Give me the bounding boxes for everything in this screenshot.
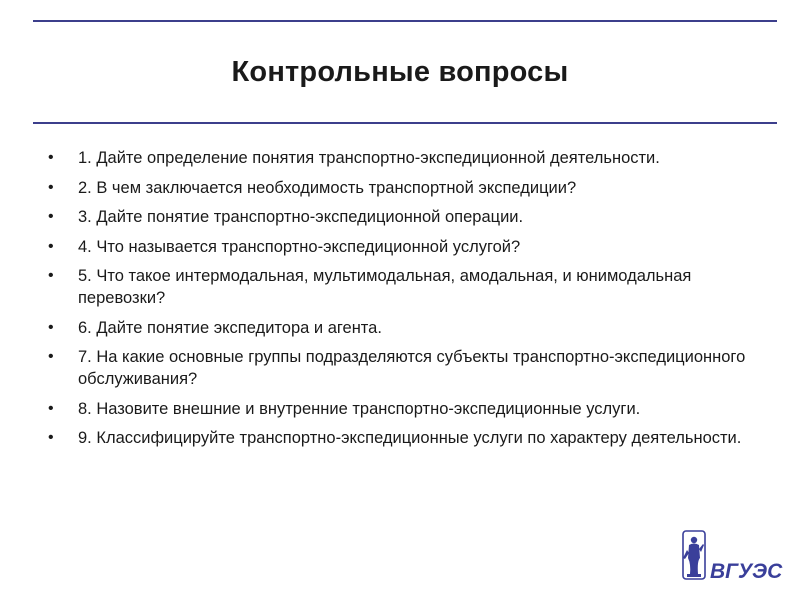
- bullet-icon: •: [48, 208, 54, 225]
- logo-graphic: [680, 528, 790, 584]
- question-text: 7. На какие основные группы подразделяются субъекты транспортно-экспедиционного обслуживания?: [78, 348, 746, 388]
- bullet-icon: •: [48, 149, 54, 166]
- list-item: [48, 317, 760, 339]
- list-item: [48, 346, 760, 390]
- slide-title: Контрольные вопросы: [231, 56, 569, 88]
- logo-text: ВГУЭС: [710, 560, 783, 583]
- question-text: 3. Дайте понятие транспортно-экспедиционной операции.: [78, 208, 524, 226]
- list-item: [48, 147, 760, 169]
- bullet-icon: •: [48, 399, 54, 417]
- bullet-icon: •: [48, 237, 54, 255]
- question-text: 1. Дайте определение понятия транспортно-экспедиционной деятельности.: [78, 149, 660, 167]
- questions-list: [48, 147, 760, 457]
- top-divider: [33, 20, 777, 22]
- question-text: 9. Классифицируйте транспортно-экспедиционные услуги по характеру деятельности.: [78, 429, 742, 447]
- university-logo: [680, 528, 790, 584]
- question-text: 6. Дайте понятие экспедитора и агента.: [78, 318, 382, 337]
- question-text: 8. Назовите внешние и внутренние транспортно-экспедиционные услуги.: [78, 399, 641, 418]
- question-text: 2. В чем заключается необходимость транспортной экспедиции?: [78, 178, 577, 197]
- list-item: [48, 206, 760, 228]
- list-item: [48, 398, 760, 420]
- logo-figure-icon: [683, 537, 704, 577]
- bullet-icon: •: [48, 429, 54, 446]
- bullet-icon: •: [48, 348, 54, 365]
- question-text: 5. Что такое интермодальная, мультимодальная, амодальная, и юнимодальная перевозки?: [78, 267, 692, 307]
- question-text: 4. Что называется транспортно-экспедиционной услугой?: [78, 237, 521, 256]
- bullet-icon: •: [48, 267, 54, 284]
- list-item: [48, 265, 760, 309]
- list-item: [48, 427, 760, 449]
- title-divider: [33, 122, 777, 124]
- list-item: [48, 177, 760, 199]
- bullet-icon: •: [48, 178, 54, 196]
- bullet-icon: •: [48, 318, 54, 336]
- list-item: [48, 236, 760, 258]
